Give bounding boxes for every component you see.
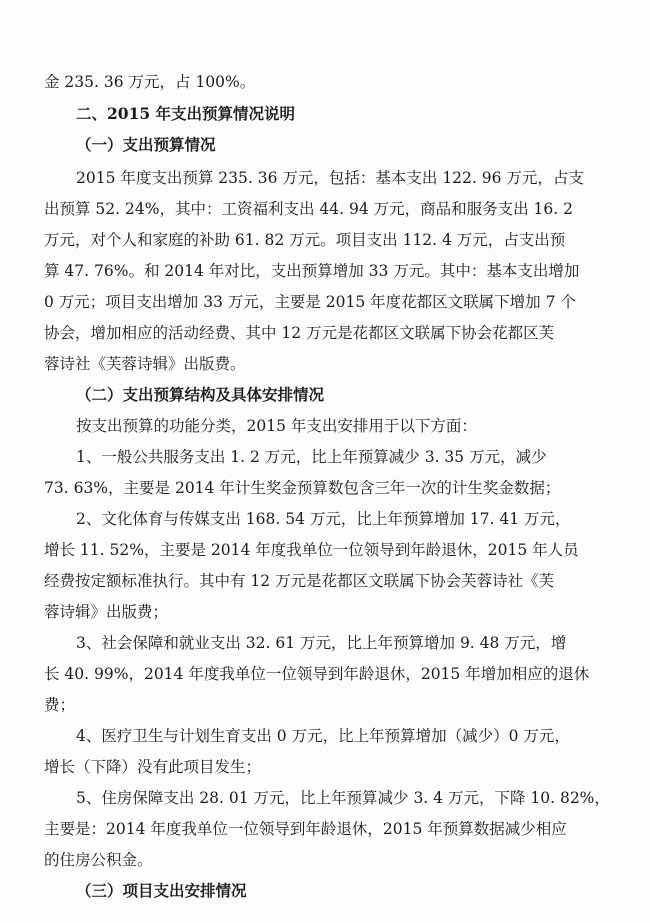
text-line: 按支出预算的功能分类，2015 年支出安排用于以下方面： [76, 417, 477, 435]
text-line: 增长 11. 52%，主要是 2014 年度我单位一位领导到年龄退休，2015 年人员 [44, 541, 579, 559]
text-line: 0 万元；项目支出增加 33 万元，主要是 2015 年度花都区文联属下增加 7 个 [44, 293, 576, 311]
text-line: 金 235. 36 万元，占 100%。 [44, 73, 256, 91]
text-line: 费； [44, 696, 76, 714]
text-line: 蓉诗社《芙蓉诗辑》出版费。 [44, 355, 246, 373]
text-line: 5、住房保障支出 28. 01 万元，比上年预算减少 3. 4 万元，下降 10. 82%， [76, 789, 610, 807]
text-line: 蓉诗辑》出版费； [44, 603, 169, 621]
subsection-heading: （一）支出预算情况 [76, 135, 216, 154]
text-line: 算 47. 76%。和 2014 年对比，支出预算增加 33 万元。其中：基本支出增加 [44, 262, 580, 280]
subsection-heading: （二）支出预算结构及具体安排情况 [76, 385, 325, 404]
text-line: 主要是：2014 年度我单位一位领导到年龄退休，2015 年预算数据减少相应 [44, 820, 567, 838]
text-line: 4、医疗卫生与计划生育支出 0 万元，比上年预算增加（减少）0 万元， [76, 727, 570, 745]
text-line: 73. 63%，主要是 2014 年计生奖金预算数包含三年一次的计生奖金数据； [44, 479, 561, 497]
text-line: 3、社会保障和就业支出 32. 61 万元，比上年预算增加 9. 48 万元，增 [76, 634, 567, 652]
text-line: 1、一般公共服务支出 1. 2 万元，比上年预算减少 3. 35 万元，减少 [76, 448, 547, 466]
text-line: 长 40. 99%，2014 年度我单位一位领导到年龄退休，2015 年增加相应的退休 [44, 665, 590, 683]
text-line: 协会，增加相应的活动经费、其中 12 万元是花都区文联属下协会花都区芙 [44, 324, 555, 342]
text-line: 出预算 52. 24%，其中：工资福利支出 44. 94 万元，商品和服务支出 16. 2 [44, 200, 573, 218]
text-line: 的住房公积金。 [44, 851, 153, 869]
text-line: 2015 年度支出预算 235. 36 万元，包括：基本支出 122. 96 万元，占支 [76, 169, 584, 187]
section-heading: 二、2015 年支出预算情况说明 [76, 104, 296, 123]
text-line: 增长（下降）没有此项目发生； [44, 758, 262, 776]
text-line: 万元，对个人和家庭的补助 61. 82 万元。项目支出 112. 4 万元，占支出预 [44, 231, 566, 249]
text-line: 经费按定额标准执行。其中有 12 万元是花都区文联属下协会芙蓉诗社《芙 [44, 572, 555, 590]
subsection-heading: （三）项目支出安排情况 [76, 881, 247, 900]
text-line: 2、文化体育与传媒支出 168. 54 万元，比上年预算增加 17. 41 万元， [76, 510, 571, 528]
